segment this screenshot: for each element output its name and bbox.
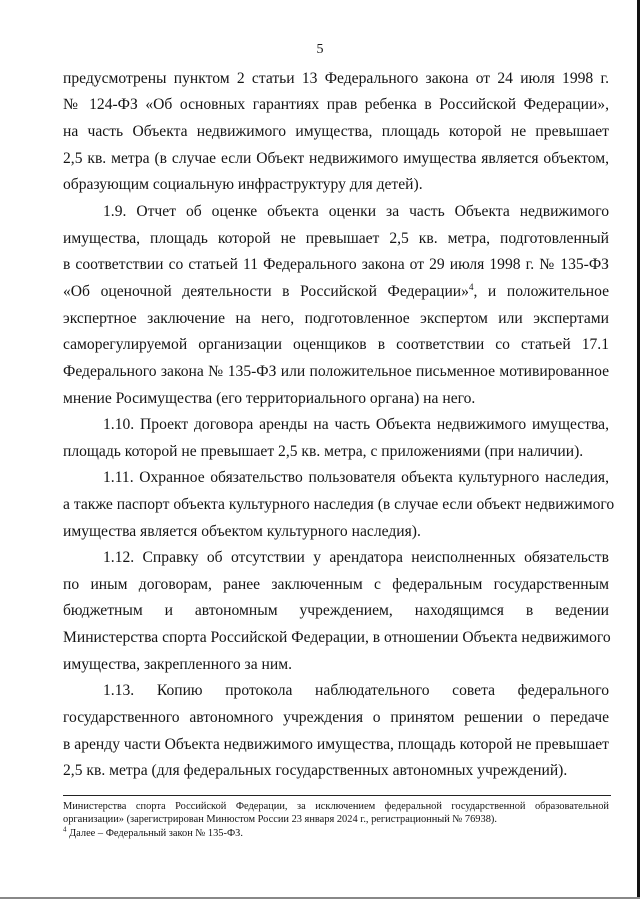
body-line: бюджетным и автономным учреждением, находящимся в ведении xyxy=(63,602,609,619)
body-line: имущества, площадь которой не превышает 2,5 кв. метра, подготовленный xyxy=(63,230,609,247)
footnote-text: Далее – Федеральный закон № 135-ФЗ. xyxy=(66,828,243,839)
body-line: 2,5 кв. метра (для федеральных государственных автономных учреждений). xyxy=(63,762,568,779)
body-line: в соответствии со статьей 11 Федерального закона от 29 июля 1998 г. № 135-ФЗ xyxy=(63,256,609,273)
body-line: Министерства спорта Российской Федерации, в отношении Объекта недвижимого xyxy=(63,629,611,646)
body-line: предусмотрены пунктом 2 статьи 13 Федерального закона от 24 июля 1998 г. xyxy=(63,70,609,87)
paragraph-1-12-start: 1.12. Справку об отсутствии у арендатора неисполненных обязательств xyxy=(103,549,609,566)
paragraph-1-11-start: 1.11. Охранное обязательство пользователя объекта культурного наследия, xyxy=(103,469,609,486)
body-line: площадь которой не превышает 2,5 кв. метра, с приложениями (при наличии). xyxy=(63,443,584,460)
paragraph-1-13-start: 1.13. Копию протокола наблюдательного совета федерального xyxy=(103,682,609,699)
footnote-4 xyxy=(63,825,609,840)
body-text: , и положительное xyxy=(473,283,609,300)
footnote-divider xyxy=(63,795,611,796)
body-line: на часть Объекта недвижимого имущества, площадь которой не превышает xyxy=(63,123,609,140)
body-line: имущества, закрепленного за ним. xyxy=(63,656,292,673)
body-text: «Об оценочной деятельности в Российской Федерации» xyxy=(63,283,469,300)
footnote-line: Министерства спорта Российской Федерации, за исключением федеральной государственной образовательной xyxy=(63,801,609,812)
body-line: государственного автономного учреждения о принятом решении о передаче xyxy=(63,709,609,726)
body-line: экспертное заключение на него, подготовленное экспертом или экспертами xyxy=(63,310,609,327)
footnote-number: 4 xyxy=(63,825,67,834)
body-line: 2,5 кв. метра (в случае если Объект недвижимого имущества является объектом, xyxy=(63,150,609,167)
body-line: в аренду части Объекта недвижимого имущества, площадь которой не превышает xyxy=(63,736,609,753)
body-line: Федерального закона № 135-ФЗ или положительное письменное мотивированное xyxy=(63,363,609,380)
body-line: саморегулируемой организации оценщиков в соответствии со статьей 17.1 xyxy=(63,336,609,353)
body-line: а также паспорт объекта культурного наследия (в случае если объект недвижимого xyxy=(63,496,615,513)
body-line: № 124-ФЗ «Об основных гарантиях прав ребенка в Российской Федерации», xyxy=(63,96,609,113)
paragraph-1-9-start: 1.9. Отчет об оценке объекта оценки за часть Объекта недвижимого xyxy=(103,203,609,220)
footnote-ref: 4 xyxy=(468,281,474,292)
footnote-line: организации» (зарегистрирован Минюстом России 23 января 2024 г., регистрационный № 76938). xyxy=(63,814,497,825)
body-line: образующим социальную инфраструктуру для детей). xyxy=(63,176,423,193)
body-line: мнение Росимущества (его территориального органа) на него. xyxy=(63,390,476,407)
paragraph-1-10-start: 1.10. Проект договора аренды на часть Объекта недвижимого имущества, xyxy=(103,416,609,433)
body-line-with-footnote-ref xyxy=(63,283,609,301)
body-line: имущества является объектом культурного наследия). xyxy=(63,523,421,540)
page-number: 5 xyxy=(316,42,324,57)
body-line: по иным договорам, ранее заключенным с федеральным государственным xyxy=(63,576,609,593)
